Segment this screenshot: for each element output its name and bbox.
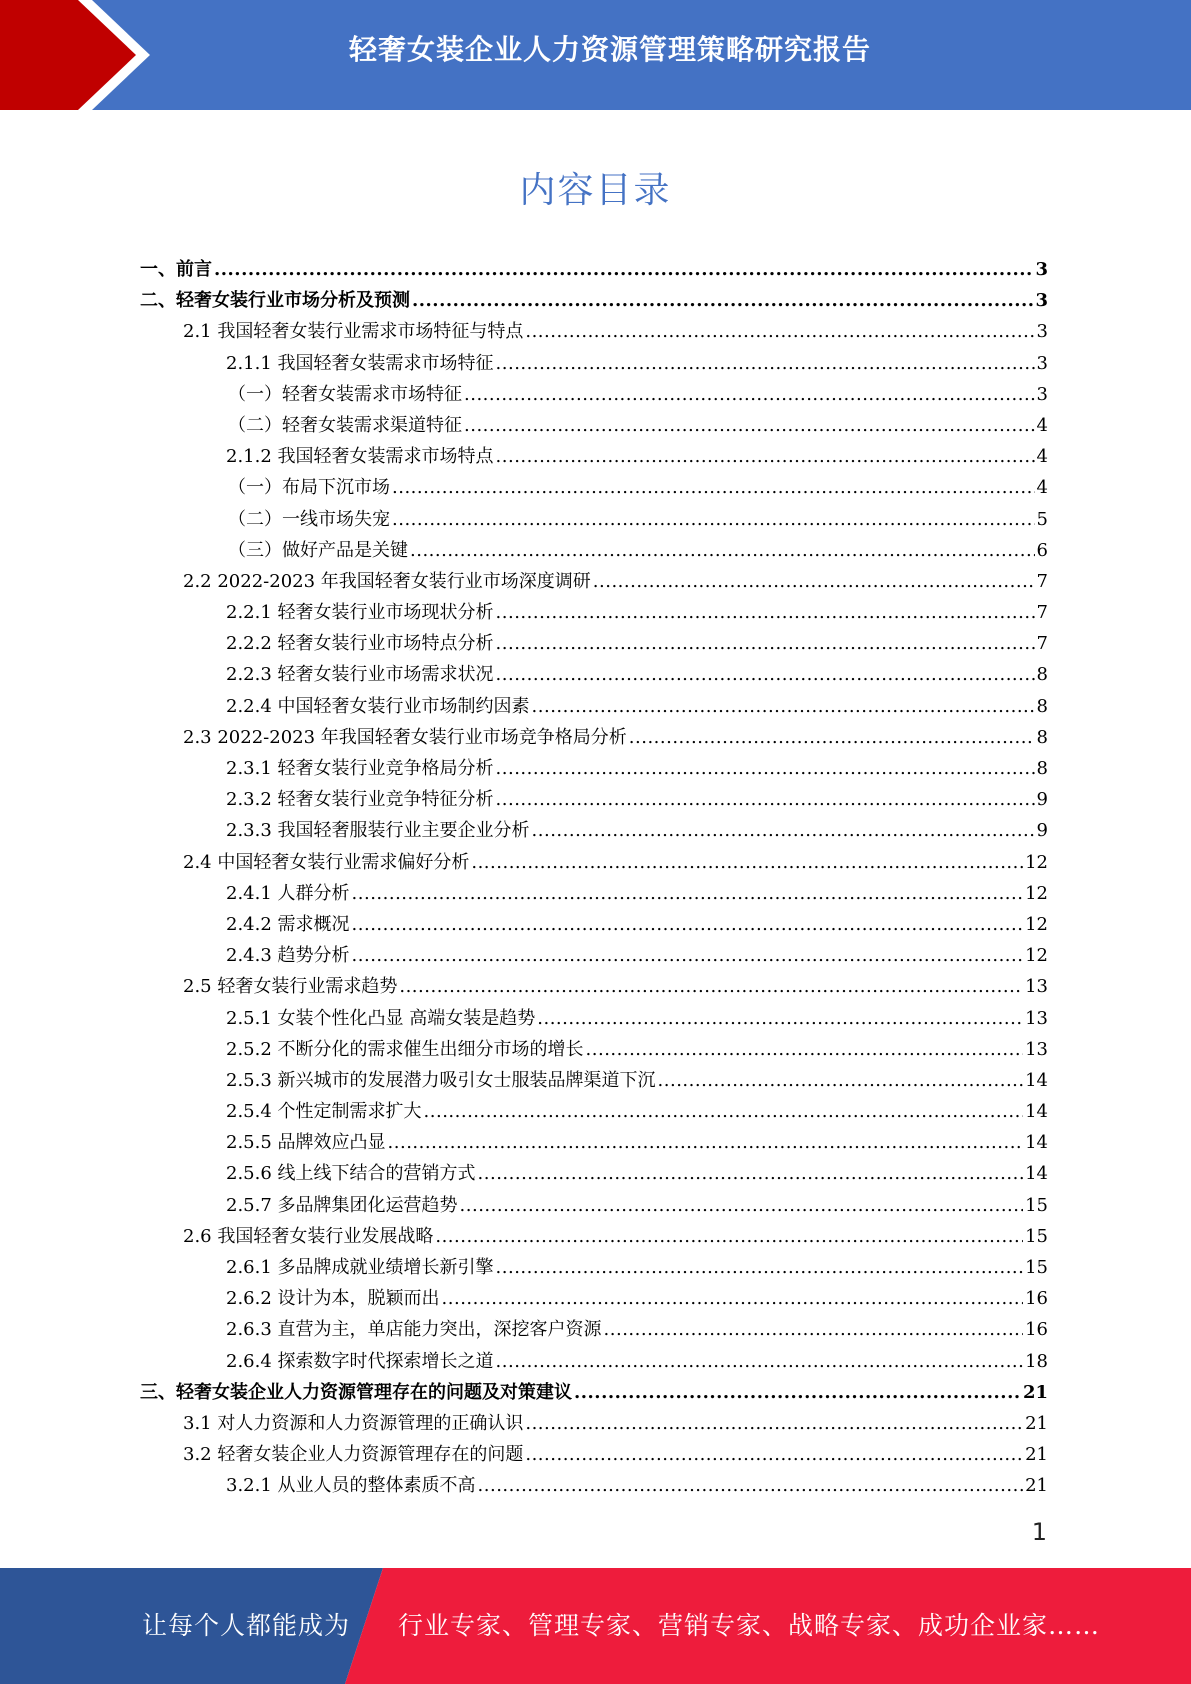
toc-entry-label: 2.4 中国轻奢女装行业需求偏好分析 [183, 851, 470, 873]
footer-band [0, 1568, 1191, 1684]
toc-entry[interactable] [140, 971, 1048, 1002]
toc-entry-page: 12 [1025, 851, 1048, 873]
toc-entry-label: 2.5.4 个性定制需求扩大 [226, 1101, 422, 1123]
toc-entry-label: 2.6.3 直营为主，单店能力突出，深挖客户资源 [226, 1319, 602, 1341]
toc-dot-leader [442, 1283, 1024, 1314]
toc-entry[interactable] [140, 722, 1048, 753]
toc-dot-leader [532, 815, 1035, 846]
report-title: 轻奢女装企业人力资源管理策略研究报告 [348, 33, 871, 66]
toc-entry-page: 16 [1025, 1288, 1048, 1310]
toc-entry-page: 8 [1036, 726, 1048, 748]
toc-entry-label: 2.6 我国轻奢女装行业发展战略 [183, 1225, 434, 1247]
toc-dot-leader [435, 1221, 1023, 1252]
toc-entry[interactable] [140, 1003, 1048, 1034]
toc-entry-page: 12 [1025, 945, 1048, 967]
toc-entry-label: 3.2.1 从业人员的整体素质不高 [226, 1475, 476, 1497]
toc-dot-leader [464, 379, 1035, 410]
toc-entry[interactable] [140, 1408, 1048, 1439]
toc-entry[interactable] [140, 504, 1048, 535]
toc-entry-page: 3 [1036, 321, 1048, 343]
toc-entry-page: 15 [1025, 1257, 1048, 1278]
toc-dot-leader [392, 504, 1035, 535]
toc-entry-page: 4 [1036, 477, 1048, 499]
toc-entry-page: 15 [1025, 1225, 1048, 1247]
toc-entry[interactable] [140, 316, 1048, 347]
toc-entry-page: 3 [1035, 290, 1048, 312]
toc-entry-page: 6 [1036, 539, 1048, 561]
toc-entry-label: 2.5.3 新兴城市的发展潜力吸引女士服装品牌渠道下沉 [226, 1069, 656, 1091]
toc-entry[interactable] [140, 1252, 1048, 1283]
toc-entry-label: 2.3.2 轻奢女装行业竞争特征分析 [226, 789, 494, 811]
toc-entry-page: 13 [1025, 976, 1048, 998]
toc-entry[interactable] [140, 753, 1048, 784]
toc-entry-label: 2.5.2 不断分化的需求催生出细分市场的增长 [226, 1038, 584, 1060]
toc-entry[interactable] [140, 472, 1048, 503]
toc-dot-leader [388, 1127, 1024, 1158]
toc-entry[interactable] [140, 940, 1048, 971]
toc-entry[interactable] [140, 1314, 1048, 1345]
toc-entry-page: 15 [1025, 1194, 1048, 1216]
toc-entry[interactable] [140, 1034, 1048, 1065]
toc-entry-label: 2.4.1 人群分析 [226, 882, 350, 904]
toc-entry-page: 13 [1025, 1038, 1048, 1060]
toc-entry-label: 2.2.1 轻奢女装行业市场现状分析 [226, 602, 494, 624]
toc-dot-leader [496, 753, 1035, 784]
toc-entry[interactable] [140, 847, 1048, 878]
toc-dot-leader [525, 316, 1034, 347]
toc-entry-page: 18 [1025, 1350, 1048, 1372]
toc-entry[interactable] [140, 410, 1048, 441]
toc-entry[interactable] [140, 1439, 1048, 1470]
toc-dot-leader [629, 722, 1035, 753]
toc-entry-label: 2.5.5 品牌效应凸显 [226, 1132, 386, 1154]
toc-entry-label: 2.3 2022-2023 年我国轻奢女装行业市场竞争格局分析 [183, 726, 627, 748]
toc-entry-page: 21 [1025, 1412, 1048, 1434]
toc-dot-leader [471, 847, 1023, 878]
toc-entry[interactable] [140, 878, 1048, 909]
toc-entry-label: 2.6.2 设计为本，脱颖而出 [226, 1288, 440, 1310]
toc-dot-leader [352, 909, 1024, 940]
toc-entry-page: 8 [1036, 664, 1048, 686]
toc-entry[interactable] [140, 1096, 1048, 1127]
toc-dot-leader [525, 1408, 1023, 1439]
toc-entry[interactable] [140, 597, 1048, 628]
toc-entry[interactable] [140, 1377, 1048, 1408]
toc-dot-leader [399, 971, 1023, 1002]
toc-dot-leader [496, 441, 1035, 472]
table-of-contents [140, 254, 1048, 1502]
toc-entry-label: （三）做好产品是关键 [228, 539, 408, 561]
toc-entry[interactable] [140, 1346, 1048, 1377]
toc-entry-page: 4 [1036, 446, 1048, 468]
toc-entry-page: 5 [1036, 508, 1048, 530]
toc-entry-page: 4 [1036, 414, 1048, 436]
toc-entry-page: 7 [1036, 602, 1048, 624]
toc-heading: 内容目录 [519, 170, 672, 211]
toc-entry[interactable] [140, 566, 1048, 597]
toc-entry-page: 3 [1036, 352, 1048, 374]
toc-entry-page: 14 [1025, 1163, 1048, 1185]
toc-dot-leader [496, 597, 1035, 628]
toc-entry-label: （一）布局下沉市场 [228, 477, 390, 499]
toc-entry-page: 8 [1036, 695, 1048, 717]
toc-entry-page: 14 [1025, 1132, 1048, 1154]
toc-entry-page: 13 [1025, 1007, 1048, 1029]
toc-entry-page: 7 [1036, 633, 1048, 655]
toc-entry[interactable] [140, 1221, 1048, 1252]
toc-entry-page: 16 [1025, 1319, 1048, 1341]
footer-slogan-right: 行业专家、管理专家、营销专家、战略专家、成功企业家…… [398, 1611, 1101, 1640]
toc-entry-label: （一）轻奢女装需求市场特征 [228, 383, 462, 405]
toc-entry-page: 8 [1036, 758, 1048, 779]
toc-entry-label: 2.5.1 女装个性化凸显 高端女装是趋势 [226, 1007, 536, 1029]
toc-dot-leader [525, 1439, 1023, 1470]
toc-entry[interactable] [140, 254, 1048, 285]
toc-entry[interactable] [140, 1127, 1048, 1158]
toc-dot-leader [352, 940, 1024, 971]
toc-entry-label: 2.6.4 探索数字时代探索增长之道 [226, 1350, 494, 1372]
toc-entry-page: 3 [1035, 259, 1048, 280]
toc-entry[interactable] [140, 784, 1048, 815]
toc-entry[interactable] [140, 379, 1048, 410]
toc-dot-leader [496, 659, 1035, 690]
toc-dot-leader [537, 1003, 1023, 1034]
toc-entry-label: 2.3.3 我国轻奢服装行业主要企业分析 [226, 820, 530, 842]
toc-entry-label: 2.3.1 轻奢女装行业竞争格局分析 [226, 758, 494, 779]
toc-entry-label: （二）轻奢女装需求渠道特征 [228, 414, 462, 436]
toc-entry[interactable] [140, 909, 1048, 940]
header-band [0, 0, 1191, 110]
toc-entry-label: 2.5.7 多品牌集团化运营趋势 [226, 1194, 458, 1216]
toc-entry-label: 2.4.3 趋势分析 [226, 945, 350, 967]
toc-dot-leader [496, 784, 1035, 815]
toc-entry[interactable] [140, 691, 1048, 722]
toc-entry-page: 9 [1036, 820, 1048, 842]
toc-entry-page: 12 [1025, 882, 1048, 904]
toc-entry-page: 12 [1025, 913, 1048, 935]
toc-dot-leader [460, 1190, 1024, 1221]
toc-dot-leader [464, 410, 1035, 441]
toc-dot-leader [478, 1470, 1024, 1501]
toc-dot-leader [352, 878, 1024, 909]
toc-entry-label: 3.2 轻奢女装企业人力资源管理存在的问题 [183, 1444, 524, 1466]
toc-entry-page: 9 [1036, 789, 1048, 811]
toc-entry-label: 2.5 轻奢女装行业需求趋势 [183, 976, 398, 998]
header-red-chevron [0, 0, 136, 110]
toc-entry-page: 21 [1022, 1381, 1048, 1403]
toc-dot-leader [214, 254, 1033, 285]
toc-entry-label: 2.1.1 我国轻奢女装需求市场特征 [226, 352, 494, 374]
toc-dot-leader [392, 472, 1035, 503]
toc-entry-label: 二、轻奢女装行业市场分析及预测 [140, 290, 410, 312]
toc-entry-page: 3 [1036, 383, 1048, 405]
toc-entry-page: 14 [1025, 1069, 1048, 1091]
toc-entry[interactable] [140, 659, 1048, 690]
toc-entry-page: 7 [1036, 570, 1048, 592]
toc-entry-label: 2.4.2 需求概况 [226, 913, 350, 935]
toc-dot-leader [496, 1346, 1024, 1377]
toc-entry[interactable] [140, 535, 1048, 566]
toc-entry-label: 2.2.3 轻奢女装行业市场需求状况 [226, 664, 494, 686]
toc-dot-leader [412, 285, 1033, 316]
toc-entry-page: 21 [1025, 1444, 1048, 1466]
toc-dot-leader [574, 1377, 1021, 1408]
page-number: 1 [1031, 1518, 1047, 1546]
toc-entry-label: 3.1 对人力资源和人力资源管理的正确认识 [183, 1412, 524, 1434]
toc-entry-label: 2.1 我国轻奢女装行业需求市场特征与特点 [183, 321, 524, 343]
toc-entry-label: 一、前言 [140, 259, 212, 280]
toc-entry[interactable] [140, 441, 1048, 472]
toc-entry[interactable] [140, 348, 1048, 379]
toc-entry[interactable] [140, 1158, 1048, 1189]
footer-slogan-left: 让每个人都能成为 [142, 1611, 351, 1640]
toc-dot-leader [532, 691, 1035, 722]
toc-dot-leader [478, 1158, 1024, 1189]
toc-dot-leader [604, 1314, 1024, 1345]
toc-dot-leader [593, 566, 1035, 597]
toc-entry-label: 2.5.6 线上线下结合的营销方式 [226, 1163, 476, 1185]
toc-entry[interactable] [140, 285, 1048, 316]
toc-entry[interactable] [140, 1065, 1048, 1096]
toc-dot-leader [496, 1252, 1024, 1283]
toc-entry-label: 2.1.2 我国轻奢女装需求市场特点 [226, 446, 494, 468]
toc-entry-label: 2.2.4 中国轻奢女装行业市场制约因素 [226, 695, 530, 717]
toc-dot-leader [496, 628, 1035, 659]
toc-entry-label: （二）一线市场失宠 [228, 508, 390, 530]
toc-dot-leader [658, 1065, 1024, 1096]
toc-entry-page: 14 [1025, 1101, 1048, 1123]
toc-dot-leader [410, 535, 1035, 566]
toc-dot-leader [496, 348, 1035, 379]
toc-entry[interactable] [140, 815, 1048, 846]
toc-entry-label: 三、轻奢女装企业人力资源管理存在的问题及对策建议 [140, 1381, 572, 1403]
toc-entry-label: 2.6.1 多品牌成就业绩增长新引擎 [226, 1257, 494, 1278]
toc-entry[interactable] [140, 1283, 1048, 1314]
toc-dot-leader [424, 1096, 1024, 1127]
toc-entry[interactable] [140, 1470, 1048, 1501]
toc-entry-label: 2.2.2 轻奢女装行业市场特点分析 [226, 633, 494, 655]
toc-entry-page: 21 [1025, 1475, 1048, 1497]
toc-dot-leader [586, 1034, 1024, 1065]
toc-entry-label: 2.2 2022-2023 年我国轻奢女装行业市场深度调研 [183, 570, 591, 592]
toc-entry[interactable] [140, 628, 1048, 659]
toc-entry[interactable] [140, 1190, 1048, 1221]
